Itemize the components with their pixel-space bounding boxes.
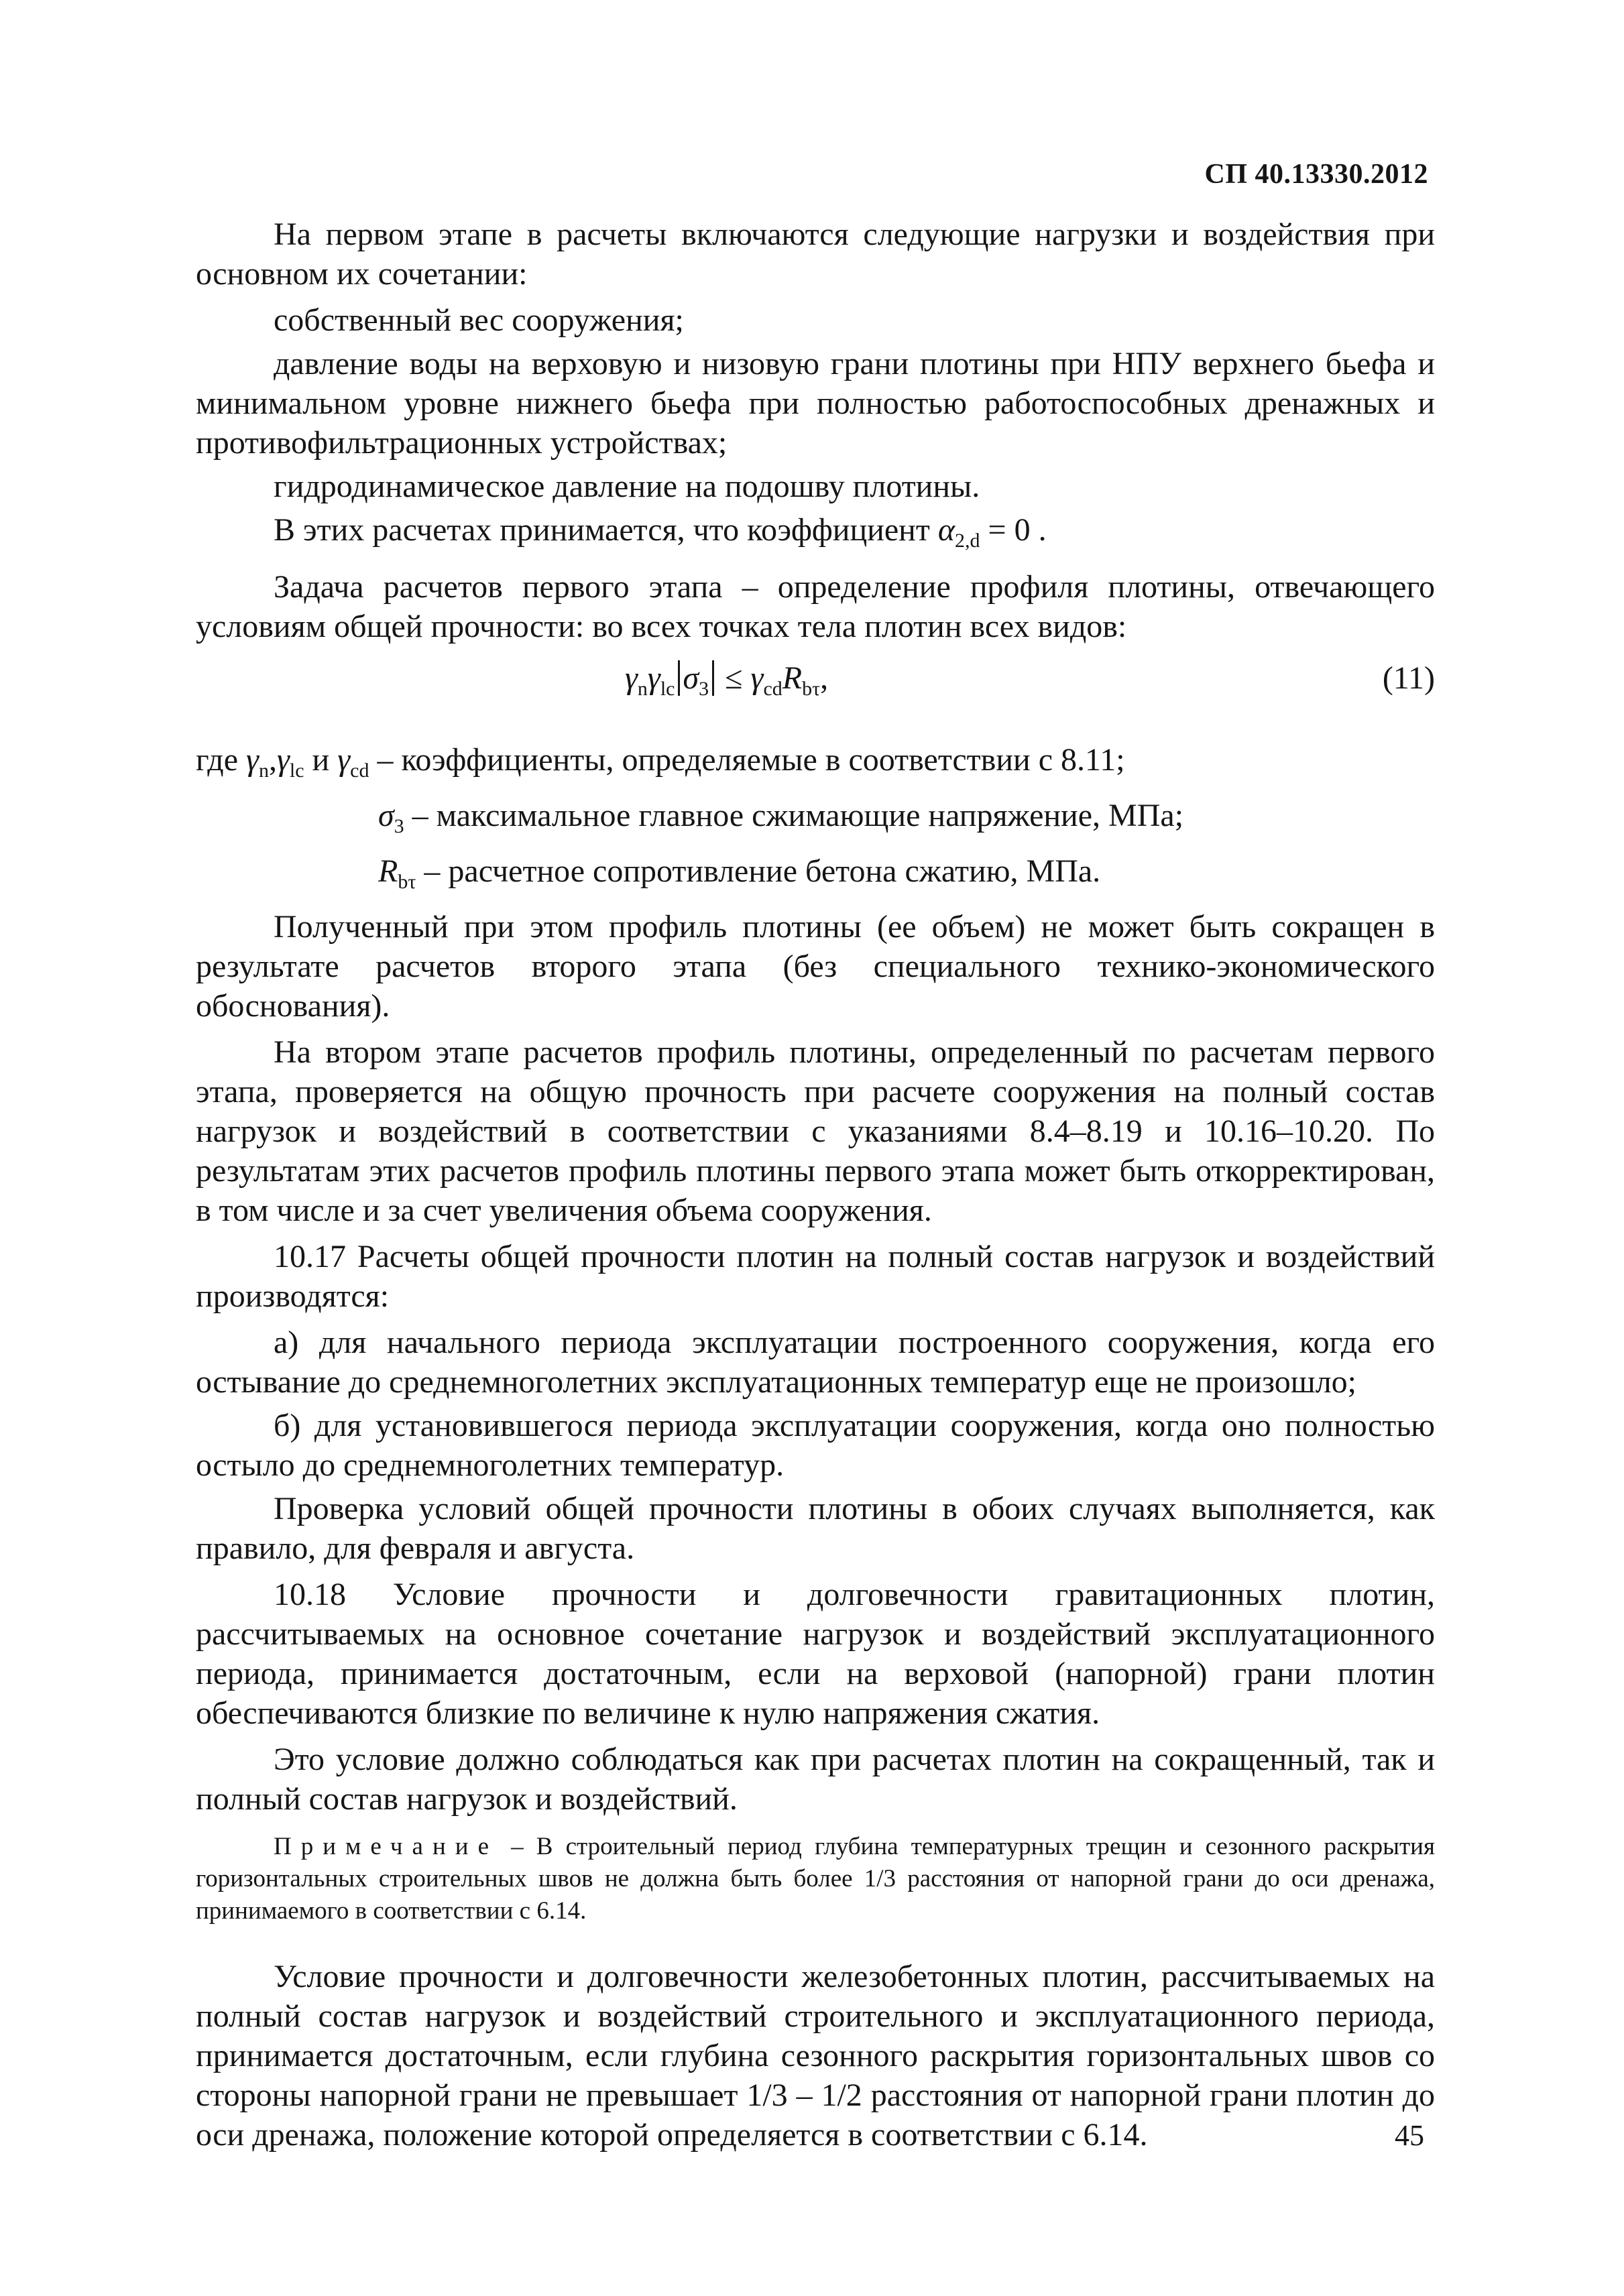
- paragraph: На втором этапе расчетов профиль плотины, определенный по расчетам первого этапа, проверяется на общую прочность при расчете сооружения на полный состав нагрузок и воздействий в соответствии с указаниями 8.4–8.19 и 10.16–10.20. По результатам этих расчетов профиль плотины первого этапа может быть откорректирован, в том числе и за счет увеличения объема сооружения.: [196, 1034, 1435, 1228]
- paragraph: На первом этапе в расчеты включаются следующие нагрузки и воздействия при основном их сочетании:: [196, 217, 1435, 292]
- list-item-b: б) для установившегося периода эксплуатации сооружения, когда оно полностью остыло до среднемноголетних температур.: [196, 1408, 1435, 1483]
- formula-expression: $\gamma_n\gamma_{lc}$ $\sigma_3 \le \gamma_{cd}R_{b\tau}$,: [625, 660, 829, 700]
- note-label: Примечание: [274, 1833, 498, 1860]
- document-body: [196, 215, 1435, 2161]
- paragraph: Проверка условий общей прочности плотины в обоих случаях выполняется, как правило, для февраля и августа.: [196, 1491, 1435, 1566]
- where-line-sigma: $\sigma_3$ – максимальное главное сжимающие напряжение, МПа;: [378, 798, 1184, 837]
- where-line-coefficients: где $\gamma_n,\gamma_{lc}$ и $\gamma_{cd}$ – коэффициенты, определяемые в соответствии с 8.11;: [196, 742, 1125, 782]
- alpha-value: = 0 .: [980, 512, 1047, 548]
- paragraph: Задача расчетов первого этапа – определение профиля плотины, отвечающего условиям общей прочности: во всех точках тела плотин всех видов:: [196, 569, 1435, 644]
- alpha-subscript: 2,d: [955, 530, 980, 552]
- where-definitions: [196, 740, 1435, 902]
- alpha-symbol: α: [937, 512, 955, 548]
- alpha-expression: [937, 512, 1047, 552]
- page-number: 45: [1395, 2119, 1424, 2152]
- list-item: гидродинамическое давление на подошву плотины.: [274, 469, 980, 504]
- list-item: давление воды на верховую и низовую грани плотины при НПУ верхнего бьефа и минимальном уровне нижнего бьефа при полностью работоспособных дренажных и противофильтрационных устройствах;: [196, 346, 1435, 461]
- formula-number: (11): [1382, 660, 1435, 696]
- note-text: – В строительный период глубина температурных трещин и сезонного раскрытия горизонтальных строительных швов не должна быть более 1/3 расстояния от напорной грани до оси дренажа, принимаемого в соответствии с 6.14.: [196, 1833, 1435, 1925]
- list-item: собственный вес сооружения;: [274, 302, 684, 338]
- document-code-header: СП 40.13330.2012: [1204, 159, 1428, 190]
- paragraph: Условие прочности и долговечности железобетонных плотин, рассчитываемых на полный состав нагрузок и воздействий строительного и эксплуатационного периода, принимается достаточным, если глубина сезонного раскрытия горизонтальных швов со стороны напорной грани не превышает 1/3 – 1/2 расстояния от напорной грани плотин до оси дренажа, положение которой определяется в соответствии с 6.14.: [196, 1959, 1435, 2153]
- absolute-value: $\sigma_3$: [678, 660, 715, 696]
- paragraph: Это условие должно соблюдаться как при расчетах плотин на сокращенный, так и полный состав нагрузок и воздействий.: [196, 1742, 1435, 1817]
- paragraph-text: В этих расчетах принимается, что коэффициент: [274, 512, 930, 548]
- list-item-a: а) для начального периода эксплуатации построенного сооружения, когда его остывание до среднемноголетних эксплуатационных температур еще не произошло;: [196, 1325, 1435, 1400]
- clause-10-17: 10.17 Расчеты общей прочности плотин на полный состав нагрузок и воздействий производятся:: [196, 1239, 1435, 1314]
- clause-10-18: 10.18 Условие прочности и долговечности гравитационных плотин, рассчитываемых на основное сочетание нагрузок и воздействий эксплуатационного периода, принимается достаточным, если на верховой (напорной) грани плотин обеспечиваются близкие по величине к нулю напряжения сжатия.: [196, 1577, 1435, 1731]
- note-block: [196, 1831, 1435, 1927]
- where-line-resistance: $R_{b\tau}$ – расчетное сопротивление бетона сжатию, МПа.: [378, 853, 1101, 893]
- paragraph-alpha-condition: [196, 510, 1435, 560]
- paragraph: Полученный при этом профиль плотины (ее объем) не может быть сокращен в результате расчетов второго этапа (без специального технико-экономического обоснования).: [196, 909, 1435, 1024]
- formula-11: [196, 653, 1435, 720]
